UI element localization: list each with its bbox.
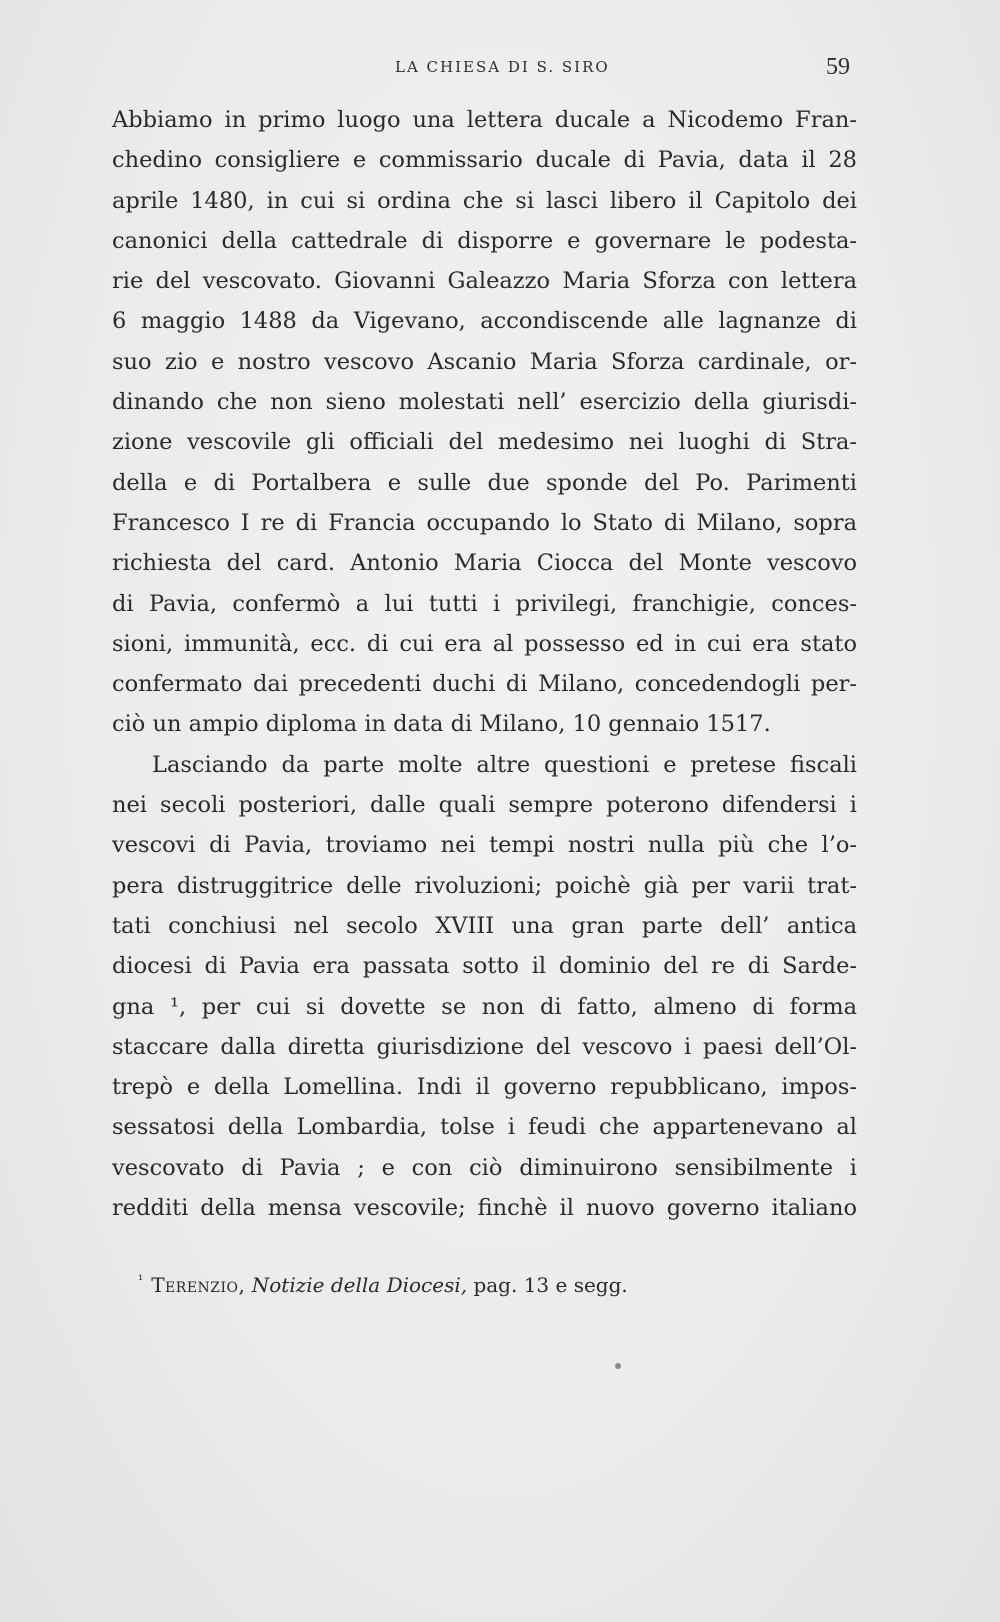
text-line: staccare dalla diretta giurisdizione del vescovo i paesi dell’Ol- bbox=[112, 1033, 857, 1060]
text-line: confermato dai precedenti duchi di Milano, concedendogli per- bbox=[112, 671, 857, 698]
page-number: 59 bbox=[826, 54, 850, 80]
text-line: sioni, immunità, ecc. di cui era al possesso ed in cui era stato bbox=[112, 630, 857, 657]
text-line: vescovato di Pavia ; e con ciò diminuirono sensibilmente i bbox=[112, 1154, 857, 1181]
text-line: nei secoli posteriori, dalle quali sempre poterono difendersi i bbox=[112, 792, 857, 819]
text-line: 6 maggio 1488 da Vigevano, accondiscende alle lagnanze di bbox=[112, 308, 857, 335]
text-line: richiesta del card. Antonio Maria Ciocca del Monte vescovo bbox=[112, 550, 857, 577]
text-line: rie del vescovato. Giovanni Galeazzo Maria Sforza con lettera bbox=[112, 268, 857, 295]
text-line: dinando che non sieno molestati nell’ esercizio della giurisdi- bbox=[112, 389, 857, 416]
text-line: chedino consigliere e commissario ducale di Pavia, data il 28 bbox=[112, 147, 857, 174]
footnote-reference: pag. 13 e segg. bbox=[473, 1273, 628, 1297]
text-line: aprile 1480, in cui si ordina che si lasci libero il Capitolo dei bbox=[112, 187, 857, 214]
running-head: LA CHIESA DI S. SIRO bbox=[395, 58, 610, 76]
footnote-mark: ¹ bbox=[138, 1273, 144, 1289]
text-line: canonici della cattedrale di disporre e governare le podesta- bbox=[112, 227, 857, 254]
text-line: diocesi di Pavia era passata sotto il dominio del re di Sarde- bbox=[112, 953, 857, 980]
body-text bbox=[112, 100, 857, 1228]
text-line: redditi della mensa vescovile; finchè il nuovo governo italiano bbox=[112, 1195, 857, 1222]
text-line: della e di Portalbera e sulle due sponde del Po. Parimenti bbox=[112, 469, 857, 496]
text-line: Francesco I re di Francia occupando lo Stato di Milano, sopra bbox=[112, 509, 857, 536]
text-line: di Pavia, confermò a lui tutti i privilegi, franchigie, conces- bbox=[112, 590, 857, 617]
footnote-author: Terenzio, bbox=[151, 1273, 246, 1297]
text-line: gna ¹, per cui si dovette se non di fatto, almeno di forma bbox=[112, 993, 857, 1020]
text-line: pera distruggitrice delle rivoluzioni; poichè già per varii trat- bbox=[112, 872, 857, 899]
footnote-title: Notizie della Diocesi, bbox=[251, 1273, 468, 1297]
text-line: Abbiamo in primo luogo una lettera ducale a Nicodemo Fran- bbox=[112, 107, 857, 133]
text-line: zione vescovile gli officiali del medesimo nei luoghi di Stra- bbox=[112, 429, 857, 456]
text-line: vescovi di Pavia, troviamo nei tempi nostri nulla più che l’o- bbox=[112, 832, 857, 859]
text-line: tati conchiusi nel secolo XVIII una gran parte dell’ antica bbox=[112, 912, 857, 939]
text-line: trepò e della Lomellina. Indi il governo repubblicano, impos- bbox=[112, 1074, 857, 1101]
footnote bbox=[138, 1273, 628, 1297]
text-line: sessatosi della Lombardia, tolse i feudi che appartenevano al bbox=[112, 1114, 857, 1141]
text-line: Lasciando da parte molte altre questioni e pretese fiscali bbox=[152, 751, 857, 778]
ink-speck bbox=[615, 1363, 621, 1369]
text-line: ciò un ampio diploma in data di Milano, 10 gennaio 1517. bbox=[112, 711, 771, 738]
text-line: suo zio e nostro vescovo Ascanio Maria Sforza cardinale, or- bbox=[112, 348, 857, 375]
